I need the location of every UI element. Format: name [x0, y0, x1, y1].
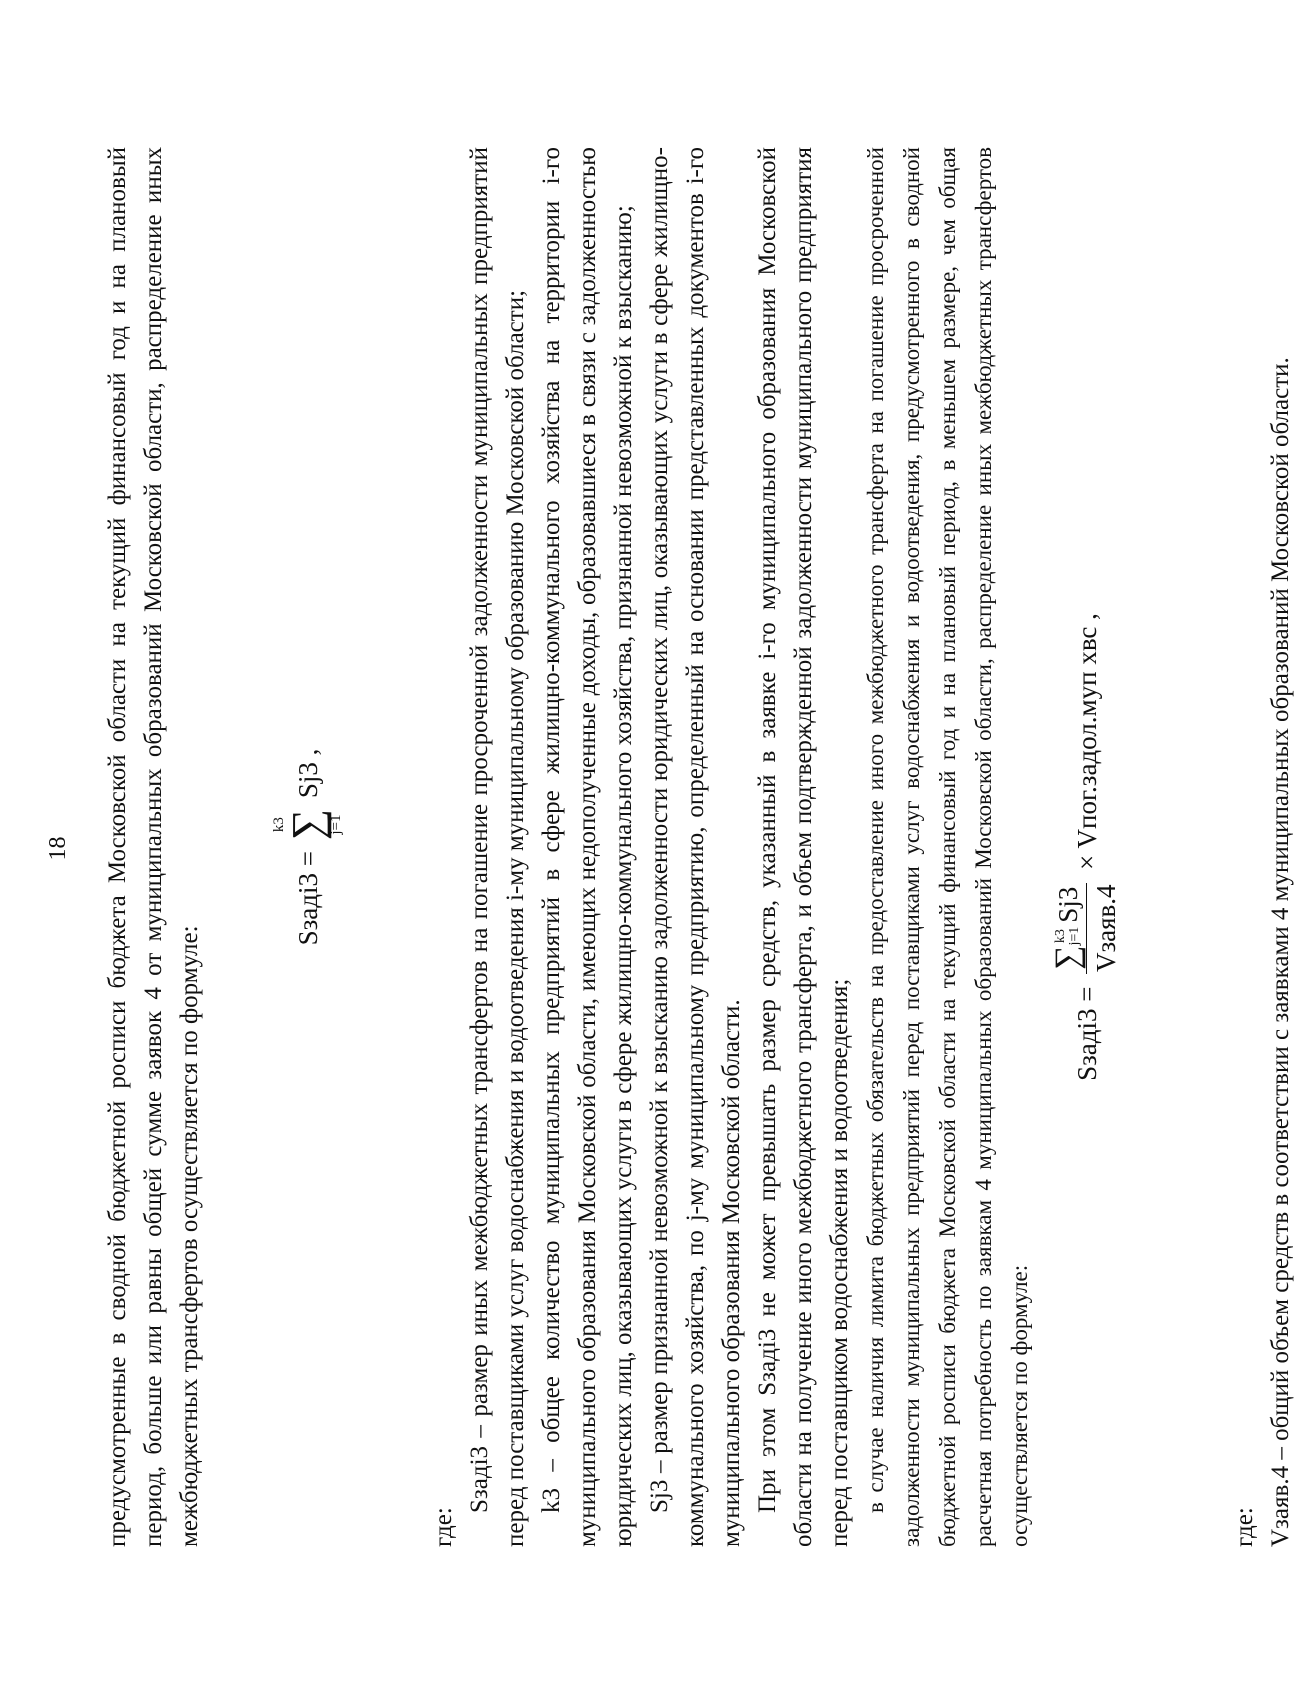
sigma-symbol: ∑	[283, 808, 332, 841]
numerator-term: Sj3	[1053, 886, 1083, 923]
numerator-upper-limit: k3	[1053, 929, 1069, 944]
summation-sign	[272, 809, 344, 840]
formula1-lhs: Sзадi3 =	[293, 851, 323, 946]
sum-limits	[1054, 927, 1082, 946]
condition-paragraph: При этом Sзадi3 не может превышать размер средств, указанный в заявке i-го муниципального образования Московской области на получение иного межбюджетного трансферта, и объем подтвержденной задолженности муниципального предприятия перед поставщиком водоснабжения и водоотведения;	[754, 147, 853, 1547]
formula1-term: Sj3	[293, 762, 323, 799]
formula-sum	[272, 147, 372, 1547]
definition-k3: k3 – общее количество муниципальных предприятий в сфере жилищно-коммунального хозяйства на территории i-го муниципального образования Московской области, имеющих недополученные доходы, образовавшиеся в связи с задолженностью юридических лиц, оказывающих услуги в сфере жилищно-коммунального хозяйства, признанной невозможной к взысканию;	[538, 147, 637, 1547]
definition-vzayav4: Vзаяв.4 – общий объем средств в соответствии с заявками 4 муниципальных образований Московской области.	[1267, 357, 1294, 1547]
definition-sj3: Sj3 – размер признанной невозможной к взысканию задолженности юридических лиц, оказывающих услуги в сфере жилищно-коммунального хозяйства, по j-му муниципальному предприятию, определенный на основании представленных документов i-го муниципального образования Московской области.	[646, 147, 745, 1547]
sum-upper-limit: k3	[271, 817, 287, 833]
formula2-rhs: × Vпог.задол.муп хвс ,	[1072, 613, 1103, 870]
fraction-denominator: Vзаяв.4	[1091, 884, 1122, 973]
where-label-1: где:	[430, 1507, 457, 1547]
fraction-numerator	[1049, 883, 1087, 974]
definition-szadi3: Sзадi3 – размер иных межбюджетных трансфертов на погашение просроченной задолженности муниципальных предприятий перед поставщиками услуг водоснабжения и водоотведения i-му муниципальному образованию Московской области;	[466, 147, 529, 1547]
document-body	[100, 147, 1299, 1547]
fraction	[1049, 883, 1123, 974]
formula-fraction	[1049, 147, 1167, 1547]
intro-paragraph: предусмотренные в сводной бюджетной росписи бюджета Московской области на текущий финансовый год и на плановый период, больше или равны общей сумме заявок 4 от муниципальных образований Московской области, распределение иных межбюджетных трансфертов осуществляется по формуле:	[104, 147, 203, 1547]
where-label-2: где:	[1231, 1507, 1258, 1547]
case-paragraph: в случае наличия лимита бюджетных обязательств на предоставление иного межбюджетного трансферта на погашение просроченной задолженности муниципальных предприятий перед поставщиками услуг водоснабжения и водоотведения, предусмотренного в сводной бюджетной росписи бюджета Московской области на текущий финансовый год и на плановый период, в меньшем размере, чем общая расчетная потребность по заявкам 4 муниципальных образований Московской области, распределение иных межбюджетных трансфертов осуществляется по формуле:	[863, 147, 1032, 1547]
sigma-symbol-2: ∑	[1049, 945, 1087, 970]
formula2-lhs: Sзадi3 =	[1072, 986, 1103, 1081]
numerator-lower-limit: j=1	[1067, 926, 1083, 946]
formula1-comma: ,	[293, 748, 323, 756]
sum-lower-limit: j=1	[328, 814, 344, 835]
page-number: 18	[45, 836, 71, 861]
